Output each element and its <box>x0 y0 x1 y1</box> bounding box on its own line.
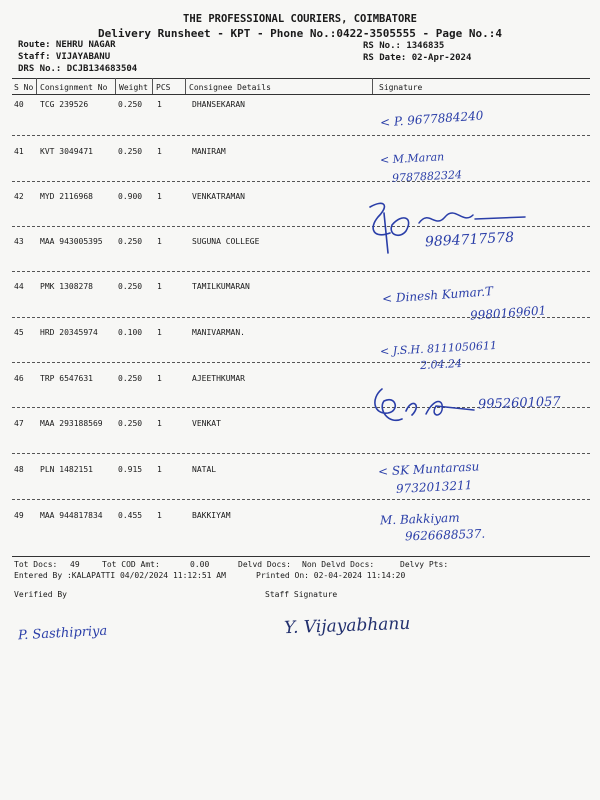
row-consignee: VENKAT <box>192 419 221 428</box>
row-weight: 0.250 <box>118 419 143 428</box>
row-pcs: 1 <box>157 100 162 109</box>
row-sno: 48 <box>14 465 24 474</box>
handwritten-signature: < M.Maran <box>379 150 445 167</box>
row-consignee: MANIVARMAN. <box>192 328 245 337</box>
col-divider <box>152 78 153 94</box>
signature-scribble-42 <box>362 195 422 260</box>
signature-scribble-46b <box>420 392 480 422</box>
table-header-rule <box>12 94 590 95</box>
row-weight: 0.250 <box>118 100 143 109</box>
row-consignee: DHANSEKARAN <box>192 100 245 109</box>
row-separator <box>12 181 590 182</box>
row-weight: 0.250 <box>118 282 143 291</box>
row-consignment: PMK 1308278 <box>40 282 93 291</box>
handwritten-signature: < P. 9677884240 <box>379 108 484 130</box>
verifier-signature: P. Sasthipriya <box>17 623 108 644</box>
col-header-sno: S No <box>14 83 34 92</box>
row-pcs: 1 <box>157 192 162 201</box>
table-row <box>12 465 372 479</box>
entered-by: Entered By :KALAPATTI 04/02/2024 11:12:51 AM <box>14 571 226 580</box>
col-divider <box>115 78 116 94</box>
row-separator <box>12 499 590 500</box>
table-top-rule <box>12 78 590 79</box>
row-weight: 0.250 <box>118 374 143 383</box>
row-pcs: 1 <box>157 511 162 520</box>
row-consignment: MAA 943005395 <box>40 237 103 246</box>
col-header-consignee: Consignee Details <box>189 83 271 92</box>
handwritten-signature: 9952601057 <box>477 394 561 413</box>
row-consignee: AJEETHKUMAR <box>192 374 245 383</box>
row-consignment: TCG 239526 <box>40 100 89 109</box>
row-consignment: PLN 1482151 <box>40 465 93 474</box>
table-row <box>12 282 372 296</box>
handwritten-signature: < J.S.H. 8111050611 <box>379 338 498 359</box>
row-pcs: 1 <box>157 419 162 428</box>
drs-number: DRS No.: DCJB134683504 <box>18 64 138 74</box>
row-consignee: NATAL <box>192 465 217 474</box>
table-row <box>12 328 372 342</box>
rs-date: RS Date: 02-Apr-2024 <box>363 53 472 63</box>
table-row <box>12 419 372 433</box>
col-divider <box>185 78 186 94</box>
handwritten-phone: 9626688537. <box>404 526 486 544</box>
row-weight: 0.900 <box>118 192 143 201</box>
row-weight: 0.250 <box>118 147 143 156</box>
delvy-pts-label: Delvy Pts: <box>400 560 449 569</box>
handwritten-signature: < Dinesh Kumar.T <box>381 284 494 306</box>
handwritten-phone: 2.04.24 <box>419 356 463 373</box>
row-sno: 49 <box>14 511 24 520</box>
tot-docs-label: Tot Docs: <box>14 560 58 569</box>
row-pcs: 1 <box>157 282 162 291</box>
company-title: THE PROFESSIONAL COURIERS, COIMBATORE <box>183 13 417 25</box>
col-header-signature: Signature <box>379 83 423 92</box>
row-pcs: 1 <box>157 237 162 246</box>
staff-signature-label: Staff Signature <box>265 590 338 599</box>
row-consignment: MAA 293188569 <box>40 419 103 428</box>
table-row <box>12 192 372 206</box>
row-consignment: KVT 3049471 <box>40 147 93 156</box>
signature-scribble-42b <box>415 205 535 233</box>
non-delvd-docs-label: Non Delvd Docs: <box>302 560 375 569</box>
handwritten-phone: 9980169601 <box>469 303 547 323</box>
table-row <box>12 374 372 388</box>
runsheet-subtitle: Delivery Runsheet - KPT - Phone No.:0422-3505555 - Page No.:4 <box>98 27 502 40</box>
row-weight: 0.100 <box>118 328 143 337</box>
row-separator <box>12 362 590 363</box>
tot-cod-label: Tot COD Amt: <box>102 560 160 569</box>
row-sno: 41 <box>14 147 24 156</box>
col-divider <box>372 78 373 94</box>
row-sno: 46 <box>14 374 24 383</box>
verified-by-label: Verified By <box>14 590 67 599</box>
row-sno: 47 <box>14 419 24 428</box>
row-consignee: TAMILKUMARAN <box>192 282 250 291</box>
row-separator <box>12 271 590 272</box>
table-row <box>12 511 372 525</box>
row-weight: 0.250 <box>118 237 143 246</box>
row-consignee: MANIRAM <box>192 147 226 156</box>
row-sno: 44 <box>14 282 24 291</box>
staff-label: Staff: VIJAYABANU <box>18 52 111 62</box>
row-separator <box>12 453 590 454</box>
row-pcs: 1 <box>157 465 162 474</box>
row-consignee: SUGUNA COLLEGE <box>192 237 260 246</box>
row-consignment: HRD 20345974 <box>40 328 98 337</box>
row-weight: 0.915 <box>118 465 143 474</box>
handwritten-phone: 9732013211 <box>395 478 473 496</box>
staff-signature: Y. Vijayabhanu <box>283 613 411 639</box>
row-sno: 42 <box>14 192 24 201</box>
handwritten-phone: 9787882324 <box>391 168 463 185</box>
rs-number: RS No.: 1346835 <box>363 41 445 51</box>
handwritten-signature: M. Bakkiyam <box>379 510 460 528</box>
row-separator <box>12 135 590 136</box>
row-pcs: 1 <box>157 328 162 337</box>
row-consignee: VENKATRAMAN <box>192 192 245 201</box>
row-weight: 0.455 <box>118 511 143 520</box>
route-label: Route: NEHRU NAGAR <box>18 40 116 50</box>
row-sno: 40 <box>14 100 24 109</box>
table-row <box>12 237 372 251</box>
tot-docs-value: 49 <box>70 560 80 569</box>
footer-rule <box>12 556 590 557</box>
row-sno: 43 <box>14 237 24 246</box>
row-pcs: 1 <box>157 374 162 383</box>
row-sno: 45 <box>14 328 24 337</box>
row-consignee: BAKKIYAM <box>192 511 231 520</box>
row-consignment: TRP 6547631 <box>40 374 93 383</box>
col-header-weight: Weight <box>119 83 148 92</box>
col-header-pcs: PCS <box>156 83 171 92</box>
printed-on: Printed On: 02-04-2024 11:14:20 <box>256 571 406 580</box>
row-consignment: MAA 944817834 <box>40 511 103 520</box>
handwritten-signature: 9894717578 <box>424 229 515 251</box>
table-row <box>12 100 372 114</box>
row-consignment: MYD 2116968 <box>40 192 93 201</box>
tot-cod-value: 0.00 <box>190 560 210 569</box>
col-header-consignment: Consignment No <box>40 83 108 92</box>
signature-scribble-46 <box>368 385 428 435</box>
col-divider <box>36 78 37 94</box>
delvd-docs-label: Delvd Docs: <box>238 560 291 569</box>
row-pcs: 1 <box>157 147 162 156</box>
handwritten-signature: < SK Muntarasu <box>377 459 480 479</box>
table-row <box>12 147 372 161</box>
